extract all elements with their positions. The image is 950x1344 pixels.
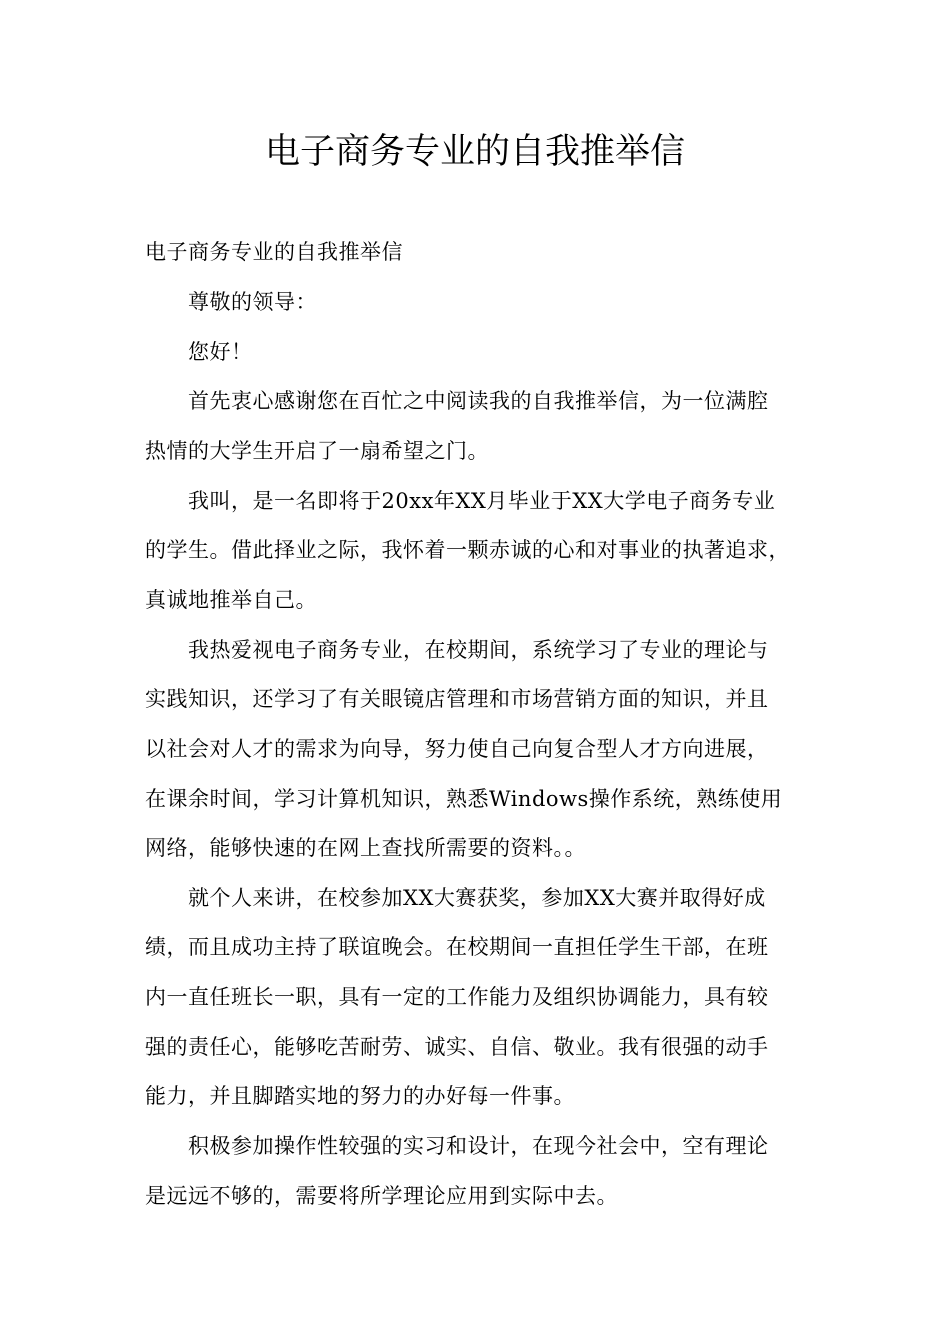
document-subtitle: 电子商务专业的自我推举信 [145, 240, 403, 264]
paragraph-line: 首先衷心感谢您在百忙之中阅读我的自我推举信，为一位满腔 [188, 389, 769, 413]
paragraph-line: 内一直任班长一职，具有一定的工作能力及组织协调能力，具有较 [145, 985, 769, 1009]
paragraph-line: 我热爱视电子商务专业，在校期间，系统学习了专业的理论与 [188, 638, 769, 662]
paragraph-line: 实践知识，还学习了有关眼镜店管理和市场营销方面的知识，并且 [145, 687, 769, 711]
paragraph-line: 强的责任心，能够吃苦耐劳、诚实、自信、敬业。我有很强的动手 [145, 1035, 769, 1059]
document-title: 电子商务专业的自我推举信 [264, 132, 685, 172]
paragraph-line: 是远远不够的，需要将所学理论应用到实际中去。 [145, 1184, 618, 1208]
greeting: 您好！ [188, 340, 253, 364]
paragraph-line: 绩，而且成功主持了联谊晚会。在校期间一直担任学生干部，在班 [145, 935, 769, 959]
salutation: 尊敬的领导： [188, 290, 317, 314]
paragraph-line: 真诚地推举自己。 [145, 588, 317, 612]
paragraph-line: 就个人来讲，在校参加XX大赛获奖，参加XX大赛并取得好成 [188, 886, 766, 910]
paragraph-line: 以社会对人才的需求为向导，努力使自己向复合型人才方向进展， [145, 737, 769, 761]
paragraph-line: 能力，并且脚踏实地的努力的办好每一件事。 [145, 1084, 575, 1108]
paragraph-line: 网络，能够快速的在网上查找所需要的资料。。 [145, 836, 586, 860]
paragraph-line: 积极参加操作性较强的实习和设计，在现今社会中，空有理论 [188, 1134, 769, 1158]
paragraph-line: 热情的大学生开启了一扇希望之门。 [145, 439, 489, 463]
paragraph-line: 我叫，是一名即将于20xx年XX月毕业于XX大学电子商务专业 [188, 489, 776, 513]
paragraph-line: 在课余时间，学习计算机知识，熟悉Windows操作系统，熟练使用 [145, 787, 783, 811]
paragraph-line: 的学生。借此择业之际，我怀着一颗赤诚的心和对事业的执著追求， [145, 538, 790, 562]
